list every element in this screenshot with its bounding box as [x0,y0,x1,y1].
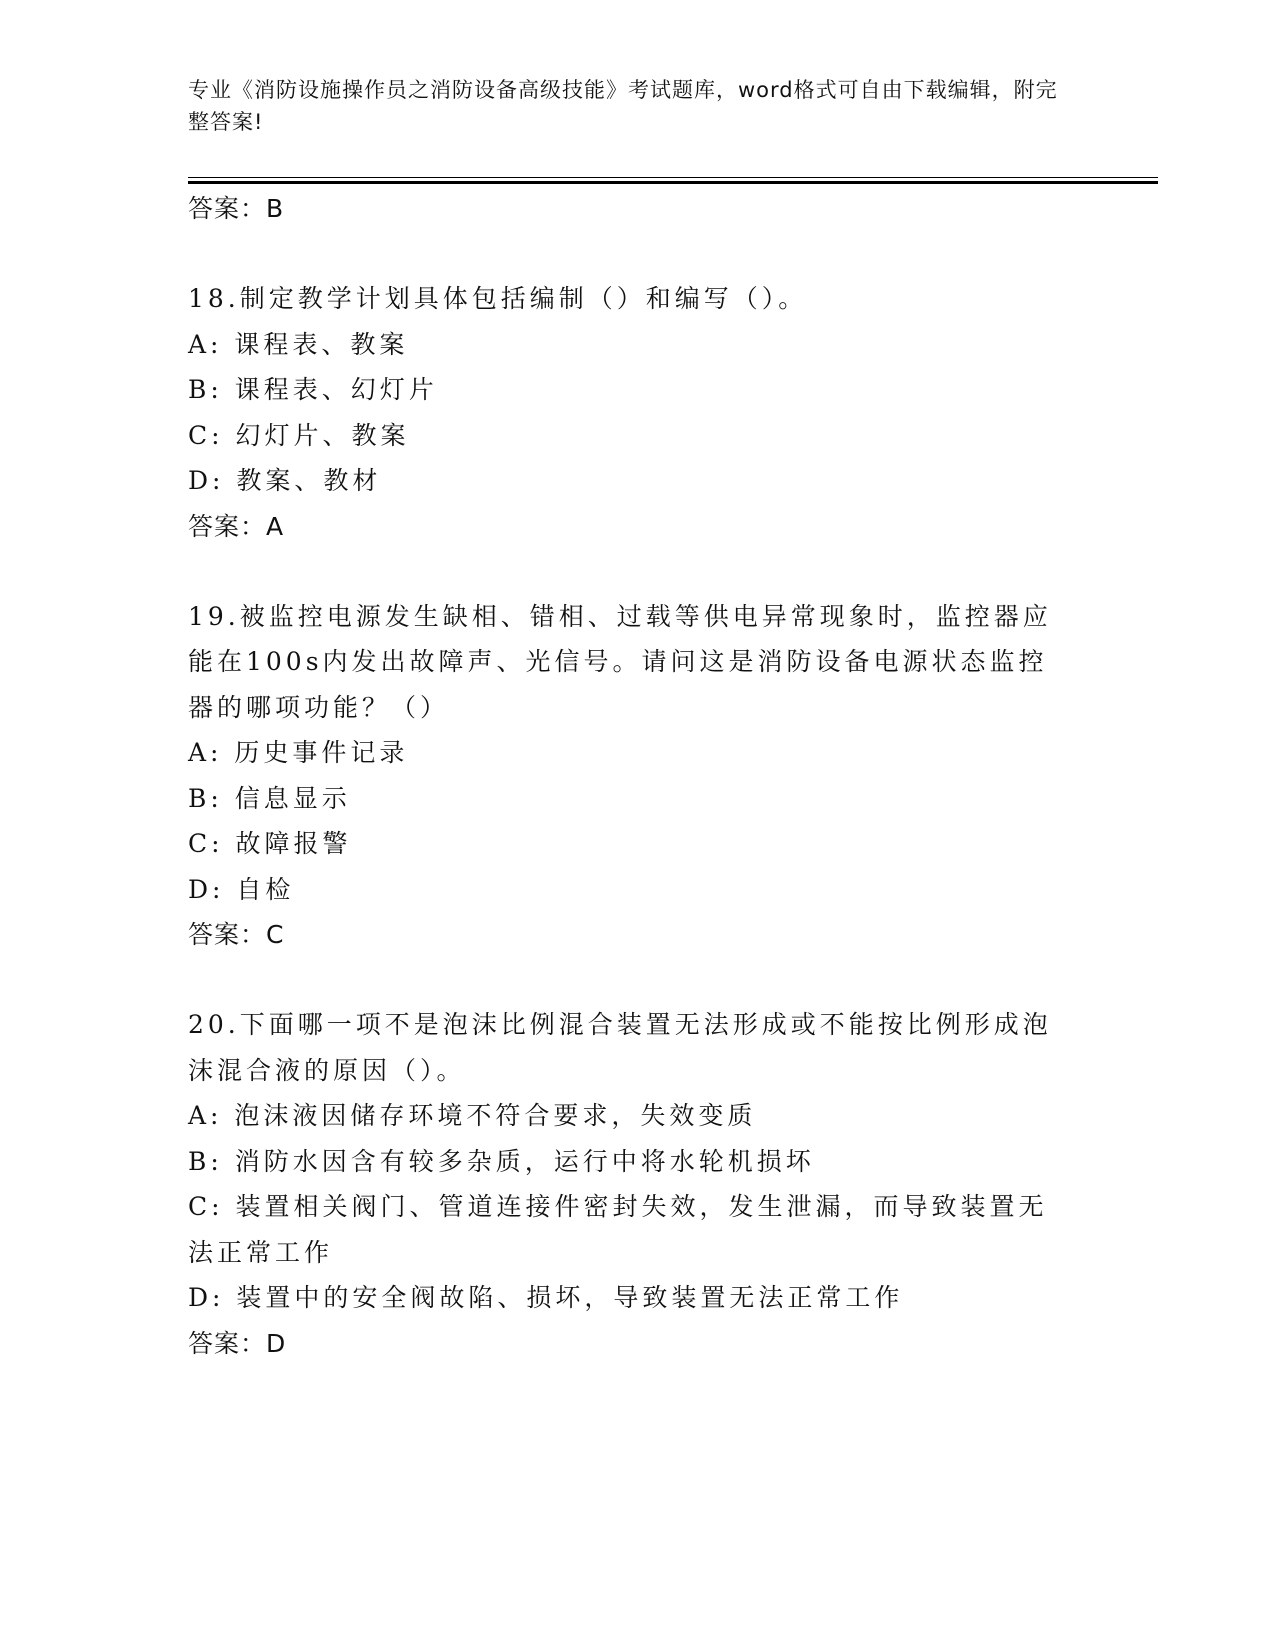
question-text: 19.被监控电源发生缺相、错相、过载等供电异常现象时，监控器应能在100s内发出故障声、光信号。请问这是消防设备电源状态监控器的哪项功能？（） [188,601,1052,722]
answer-line: 答案：C [188,920,285,949]
option-b: B: 课程表、幻灯片 [188,375,438,404]
header-divider-thick [188,181,1158,184]
option-a: A: 历史事件记录 [188,738,409,767]
option-b: B: 消防水因含有较多杂质，运行中将水轮机损坏 [188,1146,815,1176]
option-d: D: 自检 [188,874,295,904]
document-header: 专业《消防设施操作员之消防设备高级技能》考试题库，word格式可自由下载编辑，附完整答案! [188,78,1058,134]
option-d: D: 装置中的安全阀故陷、损坏，导致装置无法正常工作 [188,1283,904,1312]
option-a: A: 课程表、教案 [188,329,409,359]
option-c: C: 幻灯片、教案 [188,420,410,450]
option-c: C: 故障报警 [188,829,352,858]
question-text: 18.制定教学计划具体包括编制（）和编写（）。 [188,284,808,313]
question-19 [188,594,1088,959]
answer-line: 答案：D [188,1328,287,1358]
question-list [188,186,1088,1367]
previous-answer: 答案：B [188,194,285,223]
header-divider-thin [188,177,1158,178]
option-c: C: 装置相关阀门、管道连接件密封失效，发生泄漏，而导致装置无法正常工作 [188,1192,1048,1267]
question-20 [188,1002,1088,1367]
option-d: D: 教案、教材 [188,466,382,495]
question-text: 20.下面哪一项不是泡沫比例混合装置无法形成或不能按比例形成泡沫混合液的原因（）。 [188,1010,1052,1085]
option-b: B: 信息显示 [188,783,351,813]
option-a: A: 泡沫液因储存环境不符合要求，失效变质 [188,1101,757,1130]
answer-line: 答案：A [188,511,285,541]
question-18 [188,276,1088,550]
